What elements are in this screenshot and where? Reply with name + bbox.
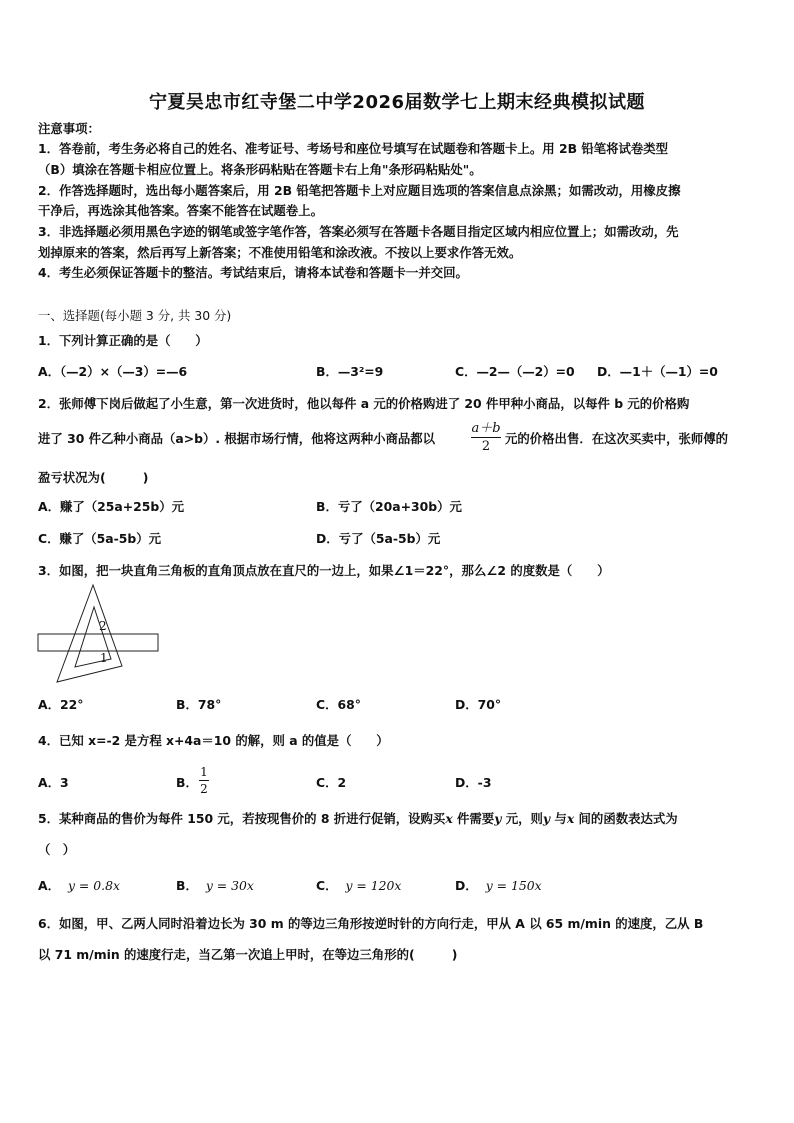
notice-line: 干净后，再选涂其他答案。答案不能答在试题卷上。 [38, 203, 323, 218]
q5-text-a: 5．某种商品的售价为每件 150 元，若按现售价的 8 折进行促销，设购买 [38, 811, 446, 826]
question-3-stem: 3．如图，把一块直角三角板的直角顶点放在直尺的一边上，如果∠1＝22°，那么∠2 的度数是（ ） [38, 563, 610, 578]
page-title: 宁夏吴忠市红寺堡二中学2026届数学七上期末经典模拟试题 [148, 92, 646, 113]
q4-b-numerator: 1 [200, 765, 208, 779]
triangle-ruler-figure [36, 582, 166, 692]
q5-text-d: 与 [550, 811, 567, 826]
q5-a-formula: y = 0.8x [67, 878, 120, 893]
q4-option-b: B． [176, 775, 198, 790]
q5-b-label: B． [176, 878, 198, 893]
q4-b-denominator: 2 [200, 782, 208, 796]
q5-d-formula: y = 150x [485, 878, 542, 893]
notice-line: 1．答卷前，考生务必将自己的姓名、准考证号、考场号和座位号填写在试题卷和答题卡上。用 2B 铅笔将试卷类型 [38, 141, 669, 156]
q5-option-a [38, 878, 120, 894]
notice-line: 2．作答选择题时，选出每小题答案后，用 2B 铅笔把答题卡上对应题目选项的答案信息点涂黑；如需改动，用橡皮擦 [38, 183, 681, 198]
q5-text-e: 间的函数表达式为 [574, 811, 678, 826]
q5-option-c [316, 878, 401, 894]
question-5-line-1 [38, 811, 678, 827]
notice-line: （B）填涂在答题卡相应位置上。将条形码粘贴在答题卡右上角"条形码粘贴处"。 [38, 162, 482, 177]
question-4-stem: 4．已知 x=-2 是方程 x+4a＝10 的解，则 a 的值是（ ） [38, 733, 389, 748]
notice-heading: 注意事项： [38, 121, 100, 136]
q4-option-c: C．2 [316, 775, 347, 790]
angle-2-label: 2 [99, 619, 107, 633]
angle-1-label: 1 [100, 651, 108, 665]
q2-option-a: A．赚了（25a+25b）元 [38, 499, 185, 514]
q4-option-a: A．3 [38, 775, 69, 790]
q5-b-formula: y = 30x [205, 878, 254, 893]
ruler-rect [38, 634, 158, 651]
question-6-line-2: 以 71 m/min 的速度行走，当乙第一次追上甲时，在等边三角形的( ) [38, 947, 458, 962]
question-5-line-2: （ ） [38, 842, 76, 857]
notice-line: 3．非选择题必须用黑色字迹的钢笔或签字笔作答，答案必须写在答题卡各题目指定区域内相应位置上；如需改动，先 [38, 224, 679, 239]
question-2-line-2b: 元的价格出售．在这次买卖中，张师傅的 [505, 431, 729, 446]
q2-option-b: B．亏了（20a+30b）元 [316, 499, 462, 514]
question-2-line-1: 2．张师傅下岗后做起了小生意，第一次进货时，他以每件 a 元的价格购进了 20 件甲种小商品，以每件 b 元的价格购 [38, 396, 690, 411]
question-1-stem: 1．下列计算正确的是（ ） [38, 333, 208, 348]
question-2-line-2a: 进了 30 件乙种小商品（a>b）. 根据市场行情，他将这两种小商品都以 [38, 431, 436, 446]
q1-option-b: B．—3²=9 [316, 364, 384, 379]
q2-option-c: C．赚了（5a-5b）元 [38, 531, 162, 546]
section-heading: 一、选择题(每小题 3 分, 共 30 分) [38, 308, 232, 323]
q2-fraction [471, 421, 501, 454]
q5-var-x-2: x [566, 811, 575, 826]
q3-option-a: A．22° [38, 697, 84, 712]
question-2-line-3: 盈亏状况为( ) [38, 470, 149, 485]
q4-option-d: D．-3 [455, 775, 492, 790]
q5-text-c: 元，则 [501, 811, 543, 826]
q1-option-c: C．—2—（—2）=0 [455, 364, 575, 379]
q3-option-c: C．68° [316, 697, 361, 712]
q5-a-label: A． [38, 878, 60, 893]
q1-option-d: D．—1＋（—1）=0 [597, 364, 718, 379]
q5-d-label: D． [455, 878, 478, 893]
q5-var-y-2: y [542, 811, 551, 826]
q5-option-d [455, 878, 542, 894]
question-6-line-1: 6．如图，甲、乙两人同时沿着边长为 30 m 的等边三角形按逆时针的方向行走，甲从 A 以 65 m/min 的速度，乙从 B [38, 916, 704, 931]
q3-option-b: B．78° [176, 697, 222, 712]
q5-var-y: y [494, 811, 502, 826]
q3-option-d: D．70° [455, 697, 502, 712]
q5-option-b [176, 878, 254, 894]
notice-line: 4．考生必须保证答题卡的整洁。考试结束后，请将本试卷和答题卡一并交回。 [38, 265, 468, 280]
q2-fraction-numerator: a＋b [471, 421, 501, 436]
q4-option-b-fraction [199, 765, 209, 796]
q5-c-label: C． [316, 878, 338, 893]
q2-option-d: D．亏了（5a-5b）元 [316, 531, 441, 546]
q5-var-x: x [445, 811, 453, 826]
q5-text-b: 件需要 [452, 811, 495, 826]
q5-c-formula: y = 120x [345, 878, 402, 893]
notice-line: 划掉原来的答案，然后再写上新答案；不准使用铅笔和涂改液。不按以上要求作答无效。 [38, 245, 522, 260]
q2-fraction-denominator: 2 [481, 439, 491, 454]
q1-option-a: A．（—2）×（—3）=—6 [38, 364, 188, 379]
